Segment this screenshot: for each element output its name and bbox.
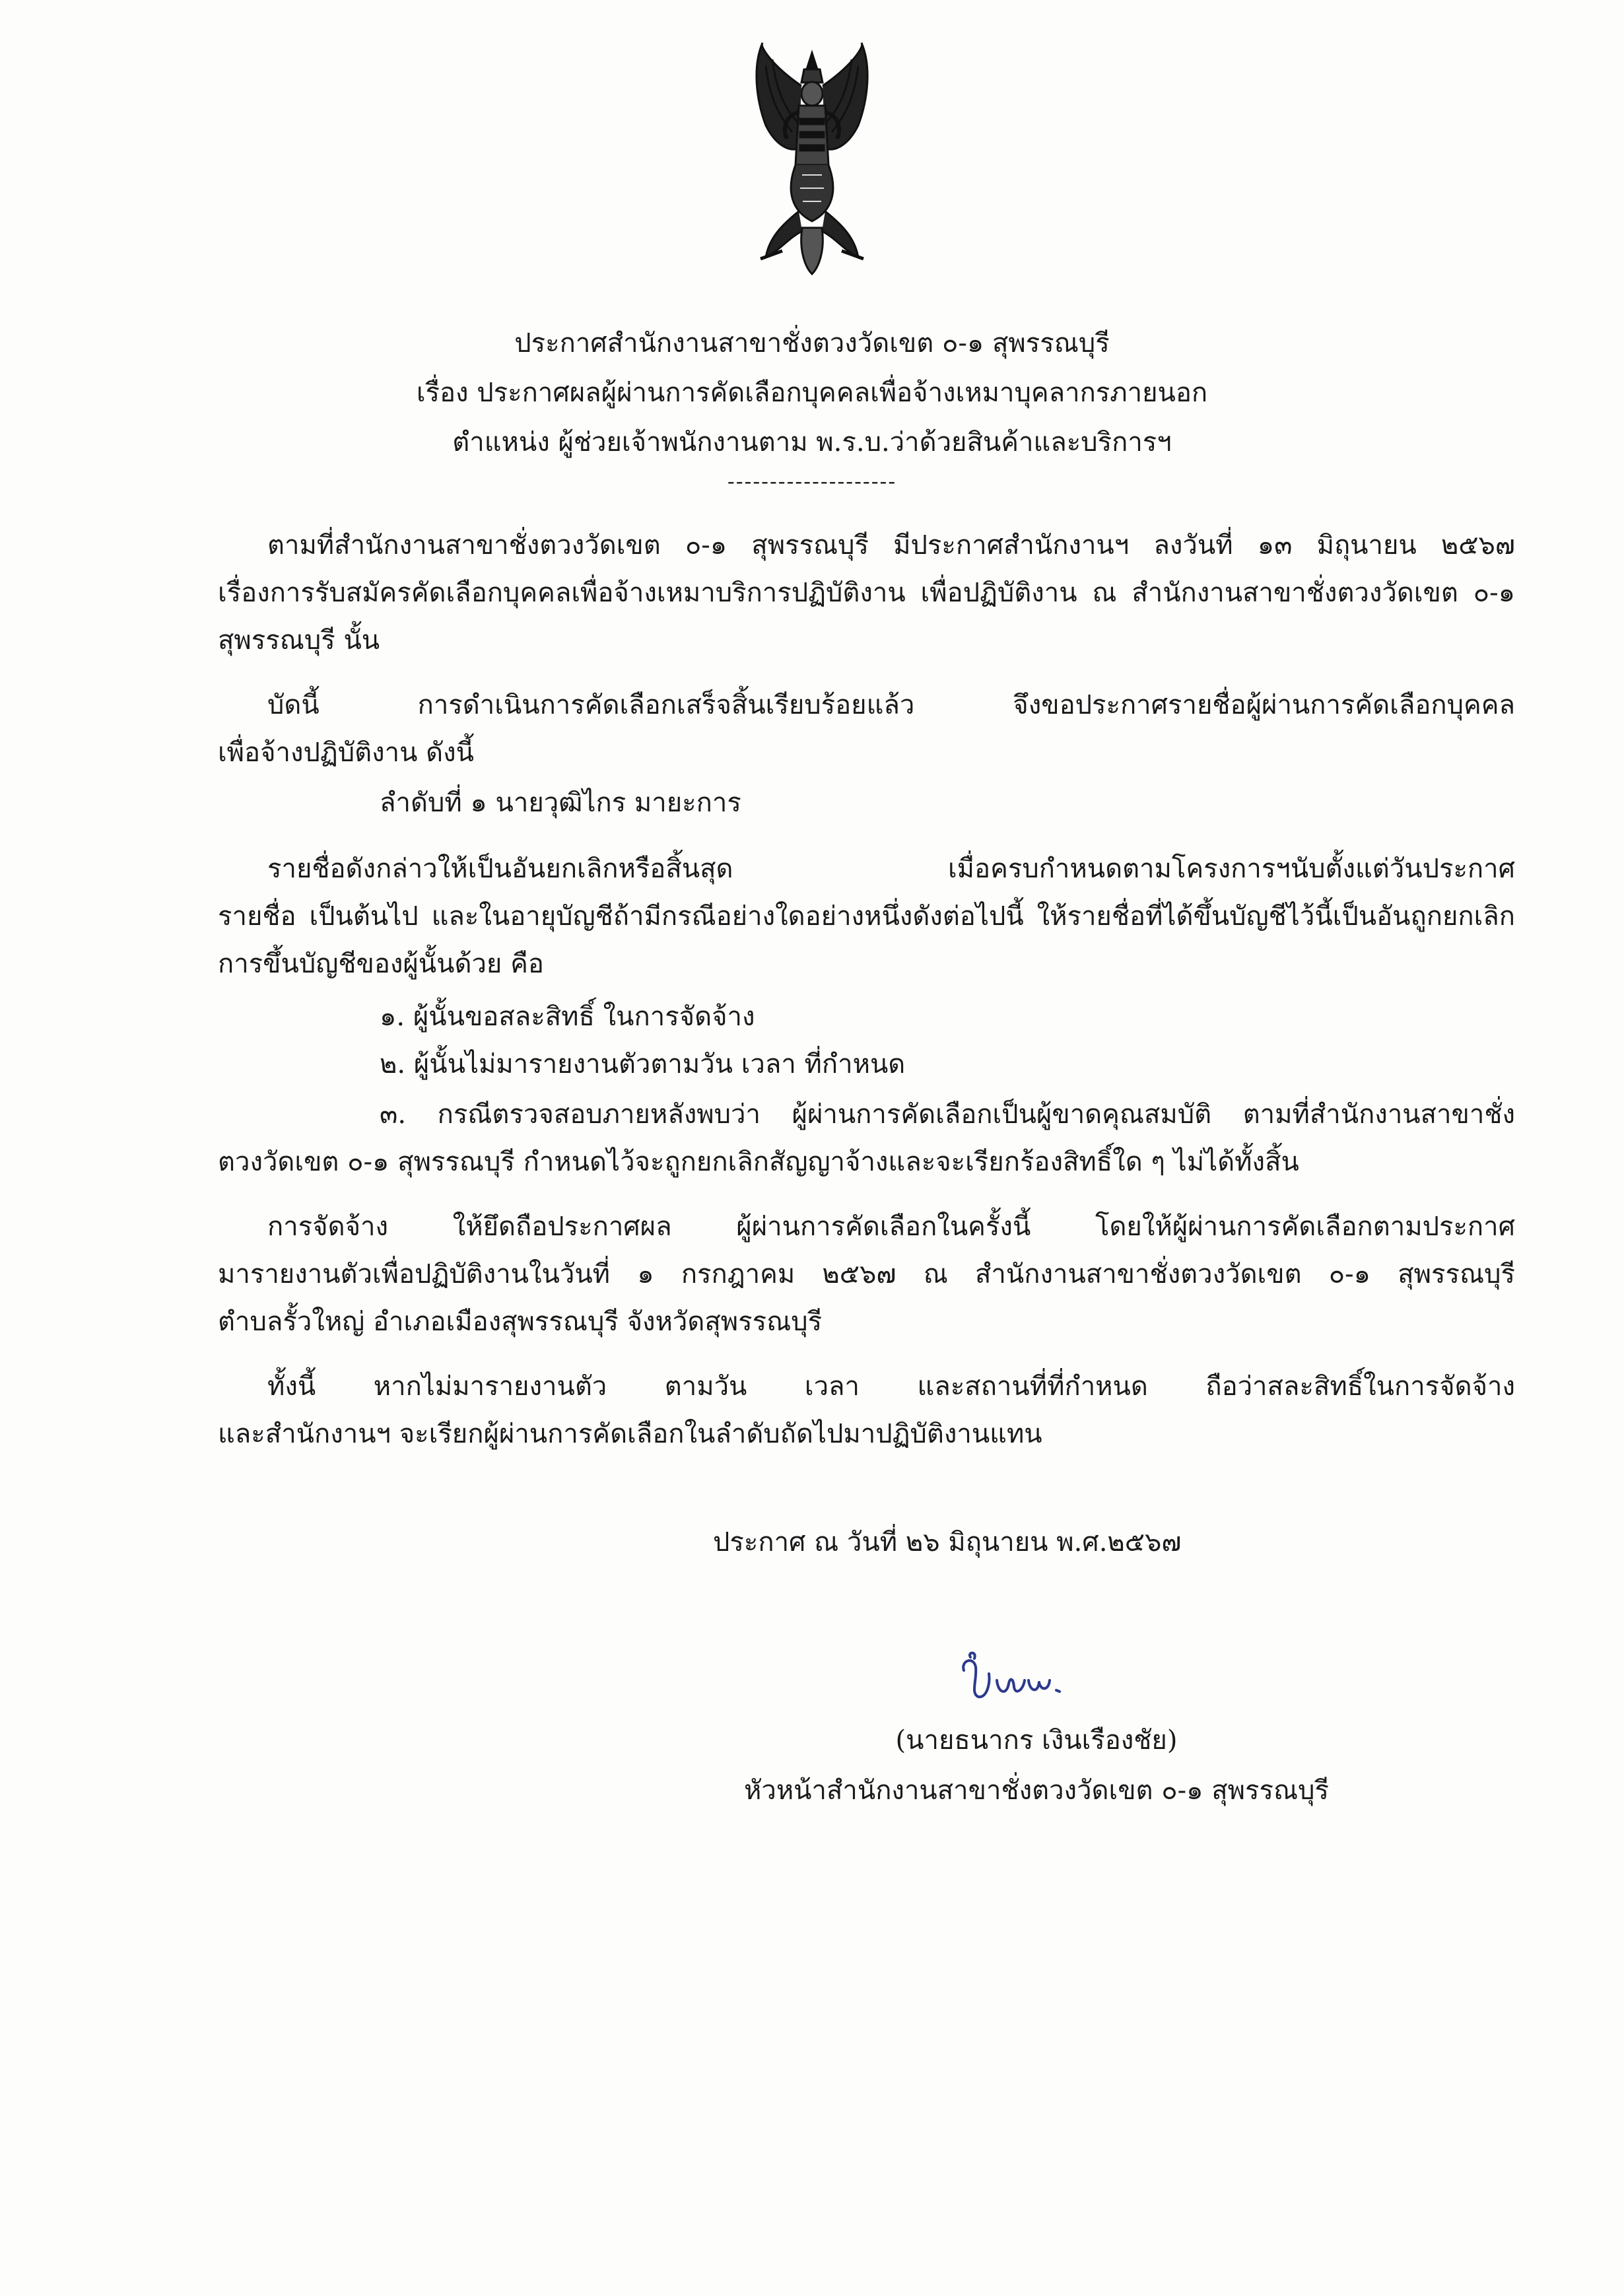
garuda-emblem-icon <box>746 40 878 284</box>
condition-item-2: ๒. ผู้นั้นไม่มารายงานตัวตามวัน เวลา ที่กำหนด <box>380 1049 906 1079</box>
handwritten-signature <box>951 1644 1096 1717</box>
paragraph-5-line-2: และสำนักงานฯ จะเรียกผู้ผ่านการคัดเลือกในลำดับถัดไปมาปฏิบัติงานแทน <box>218 1419 1042 1449</box>
paragraph-4-line-3: ตำบลรั้วใหญ่ อำเภอเมืองสุพรรณบุรี จังหวัดสุพรรณบุรี <box>218 1307 823 1337</box>
announcement-office-title: ประกาศสำนักงานสาขาชั่งตวงวัดเขต ๐-๑ สุพรรณบุรี <box>514 328 1110 359</box>
condition-item-1: ๑. ผู้นั้นขอสละสิทธิ์ ในการจัดจ้าง <box>380 1002 755 1032</box>
paragraph-3-line-3: การขึ้นบัญชีของผู้นั้นด้วย คือ <box>218 949 544 979</box>
announcement-position: ตำแหน่ง ผู้ช่วยเจ้าพนักงานตาม พ.ร.บ.ว่าด้วยสินค้าและบริการฯ <box>452 427 1172 458</box>
signer-name: (นายธนากร เงินเรืองชัย) <box>895 1725 1178 1756</box>
paragraph-1-line-1: ตามที่สำนักงานสาขาชั่งตวงวัดเขต ๐-๑ สุพรรณบุรี มีประกาศสำนักงานฯ ลงวันที่ ๑๓ มิถุนายน ๒๕๖๗ <box>267 530 1515 561</box>
signer-title: หัวหน้าสำนักงานสาขาชั่งตวงวัดเขต ๐-๑ สุพรรณบุรี <box>743 1775 1329 1806</box>
paragraph-2-line-2: เพื่อจ้างปฏิบัติงาน ดังนี้ <box>218 737 475 768</box>
paragraph-2-line-1: บัดนี้ การดำเนินการคัดเลือกเสร็จสิ้นเรียบร้อยแล้ว จึงขอประกาศรายชื่อผู้ผ่านการคัดเลือกบุคคล <box>267 690 1515 720</box>
paragraph-3-line-2: รายชื่อ เป็นต้นไป และในอายุบัญชีถ้ามีกรณีอย่างใดอย่างหนึ่งดังต่อไปนี้ ให้รายชื่อที่ได้ขึ้นบัญชีไว้นี้เป็นอันถูกยกเลิก <box>218 901 1515 932</box>
paragraph-1-line-3: สุพรรณบุรี นั้น <box>218 625 380 656</box>
paragraph-5-line-1: ทั้งนี้ หากไม่มารายงานตัว ตามวัน เวลา และสถานที่ที่กำหนด ถือว่าสละสิทธิ์ในการจัดจ้าง <box>267 1371 1515 1402</box>
paragraph-4-line-2: มารายงานตัวเพื่อปฏิบัติงานในวันที่ ๑ กรกฎาคม ๒๕๖๗ ณ สำนักงานสาขาชั่งตวงวัดเขต ๐-๑ สุพรรณบุรี <box>218 1259 1515 1289</box>
announcement-date: ประกาศ ณ วันที่ ๒๖ มิถุนายน พ.ศ.๒๕๖๗ <box>713 1527 1182 1558</box>
paragraph-4-line-1: การจัดจ้าง ให้ยึดถือประกาศผล ผู้ผ่านการคัดเลือกในครั้งนี้ โดยให้ผู้ผ่านการคัดเลือกตามประกาศ <box>267 1212 1515 1242</box>
announcement-subject: เรื่อง ประกาศผลผู้ผ่านการคัดเลือกบุคคลเพื่อจ้างเหมาบุคลากรภายนอก <box>416 378 1208 408</box>
paragraph-1-line-2: เรื่องการรับสมัครคัดเลือกบุคคลเพื่อจ้างเหมาบริการปฏิบัติงาน เพื่อปฏิบัติงาน ณ สำนักงานสาขาชั่งตวงวัดเขต ๐-๑ <box>218 578 1515 608</box>
condition-item-3-continued: ตวงวัดเขต ๐-๑ สุพรรณบุรี กำหนดไว้จะถูกยกเลิกสัญญาจ้างและจะเรียกร้องสิทธิ์ใด ๆ ไม่ได้ทั้งสิ้น <box>218 1147 1299 1177</box>
heading-divider: -------------------- <box>727 469 897 494</box>
selected-candidate: ลำดับที่ ๑ นายวุฒิไกร มายะการ <box>380 788 741 818</box>
condition-item-3: ๓. กรณีตรวจสอบภายหลังพบว่า ผู้ผ่านการคัดเลือกเป็นผู้ขาดคุณสมบัติ ตามที่สำนักงานสาขาชั่ง <box>380 1099 1515 1130</box>
paragraph-3-line-1: รายชื่อดังกล่าวให้เป็นอันยกเลิกหรือสิ้นสุด เมื่อครบกำหนดตามโครงการฯนับตั้งแต่วันประกาศ <box>267 854 1515 884</box>
